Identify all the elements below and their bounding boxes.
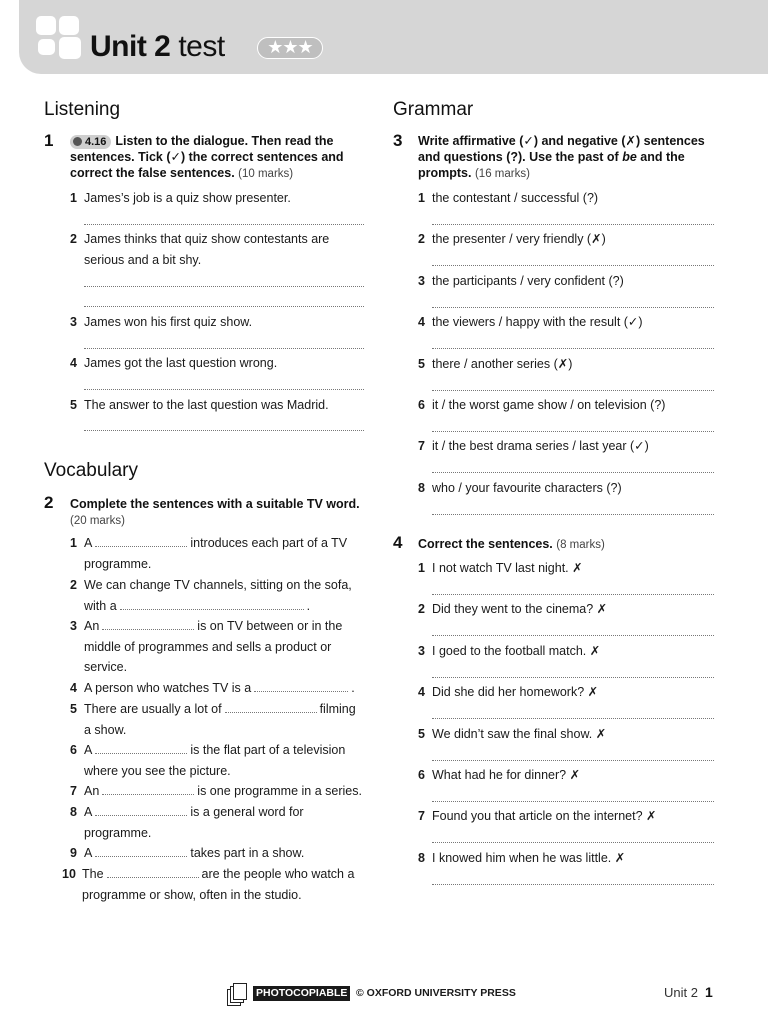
item-number: 7 <box>418 809 425 824</box>
item-text: I knowed him when he was little. ✗ <box>432 850 626 865</box>
item-text <box>84 678 362 699</box>
item-number: 1 <box>418 191 425 205</box>
item-text-before: A person who watches TV is a <box>84 681 252 695</box>
answer-line[interactable] <box>432 884 714 885</box>
item-text: who / your favourite characters (?) <box>432 480 622 495</box>
item-text: the presenter / very friendly (✗) <box>432 232 606 247</box>
item-text-after: introduces each part of a TV programme. <box>84 536 348 571</box>
gap-fill-blank[interactable] <box>95 843 187 857</box>
item-text-after: is on TV between or in the middle of programmes and sells a product or service. <box>84 619 343 674</box>
item-number: 2 <box>70 578 77 592</box>
gap-fill-blank[interactable] <box>102 616 194 630</box>
correct-marks: (8 marks) <box>556 539 605 551</box>
item-text-before: The <box>82 867 104 881</box>
item-text-after: . <box>351 681 355 695</box>
item-text <box>84 616 362 678</box>
difficulty-stars-icon: ★★★ <box>257 37 323 59</box>
answer-line[interactable] <box>84 430 364 431</box>
item-number: 5 <box>70 702 77 716</box>
item-text: there / another series (✗) <box>432 356 573 371</box>
gap-fill-blank[interactable] <box>95 740 187 754</box>
answer-line[interactable] <box>432 801 714 802</box>
item-number: 6 <box>70 743 77 757</box>
listening-marks: (10 marks) <box>238 168 294 180</box>
item-text: We didn’t saw the final show. ✗ <box>432 726 607 741</box>
photocopiable-label: PHOTOCOPIABLE <box>253 986 350 1001</box>
item-text: James won his first quiz show. <box>84 315 253 329</box>
item-text: it / the worst game show / on television (?) <box>432 398 666 412</box>
item-text: Found you that article on the internet? ✗ <box>432 809 657 824</box>
listening-instruction <box>70 133 366 182</box>
answer-line[interactable] <box>432 307 714 308</box>
item-text: What had he for dinner? ✗ <box>432 768 581 782</box>
item-text: Did she did her homework? ✗ <box>432 685 599 700</box>
item-number: 4 <box>418 315 425 330</box>
grammar-instruction <box>418 133 718 182</box>
item-text: I goed to the football match. ✗ <box>432 643 601 658</box>
answer-line[interactable] <box>84 306 364 307</box>
item-text-after: takes part in a show. <box>190 846 305 860</box>
item-text: James got the last question wrong. <box>84 356 278 370</box>
item-text: The answer to the last question was Madrid. <box>84 398 329 412</box>
item-text-after: is one programme in a series. <box>197 784 362 798</box>
item-text <box>84 575 362 616</box>
unit-label: Unit 2 <box>90 30 171 63</box>
item-text: the viewers / happy with the result (✓) <box>432 315 643 330</box>
item-text: James’s job is a quiz show presenter. <box>84 191 291 205</box>
gap-fill-blank[interactable] <box>120 596 304 610</box>
answer-line[interactable] <box>432 348 714 349</box>
item-number: 1 <box>70 536 77 550</box>
item-number: 5 <box>418 356 425 371</box>
answer-line[interactable] <box>84 286 364 287</box>
answer-line[interactable] <box>84 224 364 225</box>
gap-fill-blank[interactable] <box>102 781 194 795</box>
vocabulary-marks: (20 marks) <box>70 515 125 527</box>
item-text-after: is a general word for programme. <box>84 805 304 840</box>
item-number: 1 <box>418 561 425 575</box>
item-number: 2 <box>70 232 77 246</box>
item-text-before: There are usually a lot of <box>84 702 222 716</box>
item-text-before: A <box>84 743 93 757</box>
gap-fill-blank[interactable] <box>95 533 187 547</box>
item-text-after: are the people who watch a programme or show, often in the studio. <box>82 867 355 902</box>
vocabulary-heading: Vocabulary <box>44 460 139 481</box>
listening-heading: Listening <box>44 99 121 120</box>
item-number: 4 <box>418 685 425 700</box>
cd-icon <box>73 137 82 146</box>
item-number: 8 <box>70 805 77 819</box>
item-text: the contestant / successful (?) <box>432 191 599 205</box>
item-number: 2 <box>418 232 425 247</box>
answer-line[interactable] <box>432 431 714 432</box>
answer-line[interactable] <box>432 594 714 595</box>
answer-line[interactable] <box>432 224 714 225</box>
answer-line[interactable] <box>432 635 714 636</box>
item-text: Did they went to the cinema? ✗ <box>432 602 608 617</box>
answer-line[interactable] <box>84 348 364 349</box>
vocabulary-instruction <box>70 496 360 529</box>
item-number: 5 <box>70 398 77 412</box>
item-text: I not watch TV last night. ✗ <box>432 561 583 575</box>
footer-unit-label: Unit 2 <box>664 985 698 1000</box>
item-text-after: filming a show. <box>84 702 356 737</box>
item-number: 4 <box>70 681 77 695</box>
gap-fill-blank[interactable] <box>107 864 199 878</box>
answer-line[interactable] <box>432 514 714 515</box>
item-number: 4 <box>70 356 77 370</box>
item-number: 3 <box>418 643 425 658</box>
grammar-heading: Grammar <box>393 99 474 120</box>
item-text <box>84 740 362 781</box>
question-number-2: 2 <box>44 493 54 512</box>
correct-instruction <box>418 536 718 553</box>
answer-line[interactable] <box>432 265 714 266</box>
item-number: 6 <box>418 398 425 412</box>
publisher-label: © OXFORD UNIVERSITY PRESS <box>356 987 516 999</box>
item-text <box>84 802 362 843</box>
item-number: 8 <box>418 850 425 865</box>
item-number: 10 <box>62 867 76 881</box>
correct-instruction-text: Correct the sentences. <box>418 537 553 551</box>
grammar-instruction-text-b: and the prompts. <box>418 150 685 180</box>
answer-line[interactable] <box>432 390 714 391</box>
item-text-before: An <box>84 784 100 798</box>
item-number: 5 <box>418 726 425 741</box>
item-number: 7 <box>70 784 77 798</box>
answer-line[interactable] <box>432 677 714 678</box>
grammar-instruction-text-a: Write affirmative (✓) and negative (✗) sentences and questions (?). Use the past of <box>418 134 705 164</box>
item-number: 3 <box>418 273 425 288</box>
item-text-before: We can change TV channels, sitting on the sofa, with a <box>84 578 352 613</box>
gap-fill-blank[interactable] <box>254 678 348 692</box>
grammar-instruction-be: be <box>622 150 637 164</box>
question-number-3: 3 <box>393 131 403 150</box>
audio-track-number: 4.16 <box>85 136 107 148</box>
item-text <box>82 864 360 905</box>
answer-line[interactable] <box>432 842 714 843</box>
item-text: the participants / very confident (?) <box>432 273 624 288</box>
item-text: James thinks that quiz show contestants are serious and a bit shy. <box>84 232 330 267</box>
item-number: 9 <box>70 846 77 860</box>
answer-line[interactable] <box>432 718 714 719</box>
item-text <box>84 781 362 802</box>
item-text-after: . <box>306 598 311 613</box>
page-title <box>90 29 225 65</box>
item-text <box>84 843 362 864</box>
item-number: 1 <box>70 191 77 205</box>
page-number: 1 <box>705 984 713 1000</box>
photocopy-icon <box>227 983 245 1005</box>
gap-fill-blank[interactable] <box>225 699 317 713</box>
item-number: 6 <box>418 768 425 782</box>
listening-instruction-text: Listen to the dialogue. Then read the sentences. Tick (✓) the correct sentences and correct the false sentences. <box>70 134 344 180</box>
item-text-before: A <box>84 536 93 550</box>
item-text-after: is the flat part of a television where you see the picture. <box>84 743 346 778</box>
item-text-before: A <box>84 805 93 819</box>
grammar-marks: (16 marks) <box>474 168 530 180</box>
question-number-1: 1 <box>44 131 54 150</box>
item-number: 2 <box>418 602 425 617</box>
item-number: 8 <box>418 480 425 495</box>
question-number-4: 4 <box>393 533 403 552</box>
audio-track-badge[interactable] <box>70 135 111 149</box>
item-number: 3 <box>70 315 77 329</box>
item-number: 7 <box>418 439 425 454</box>
item-text: it / the best drama series / last year (✓) <box>432 439 649 454</box>
gap-fill-blank[interactable] <box>95 802 187 816</box>
item-text-before: An <box>84 619 100 633</box>
answer-line[interactable] <box>84 389 364 390</box>
test-label: test <box>178 30 225 63</box>
answer-line[interactable] <box>432 472 714 473</box>
answer-line[interactable] <box>432 760 714 761</box>
item-text <box>84 533 362 574</box>
item-text-before: A <box>84 846 93 860</box>
unit-logo-icon <box>36 16 82 60</box>
vocabulary-instruction-text: Complete the sentences with a suitable TV word. <box>70 497 360 511</box>
item-text <box>84 699 362 740</box>
item-number: 3 <box>70 619 77 633</box>
